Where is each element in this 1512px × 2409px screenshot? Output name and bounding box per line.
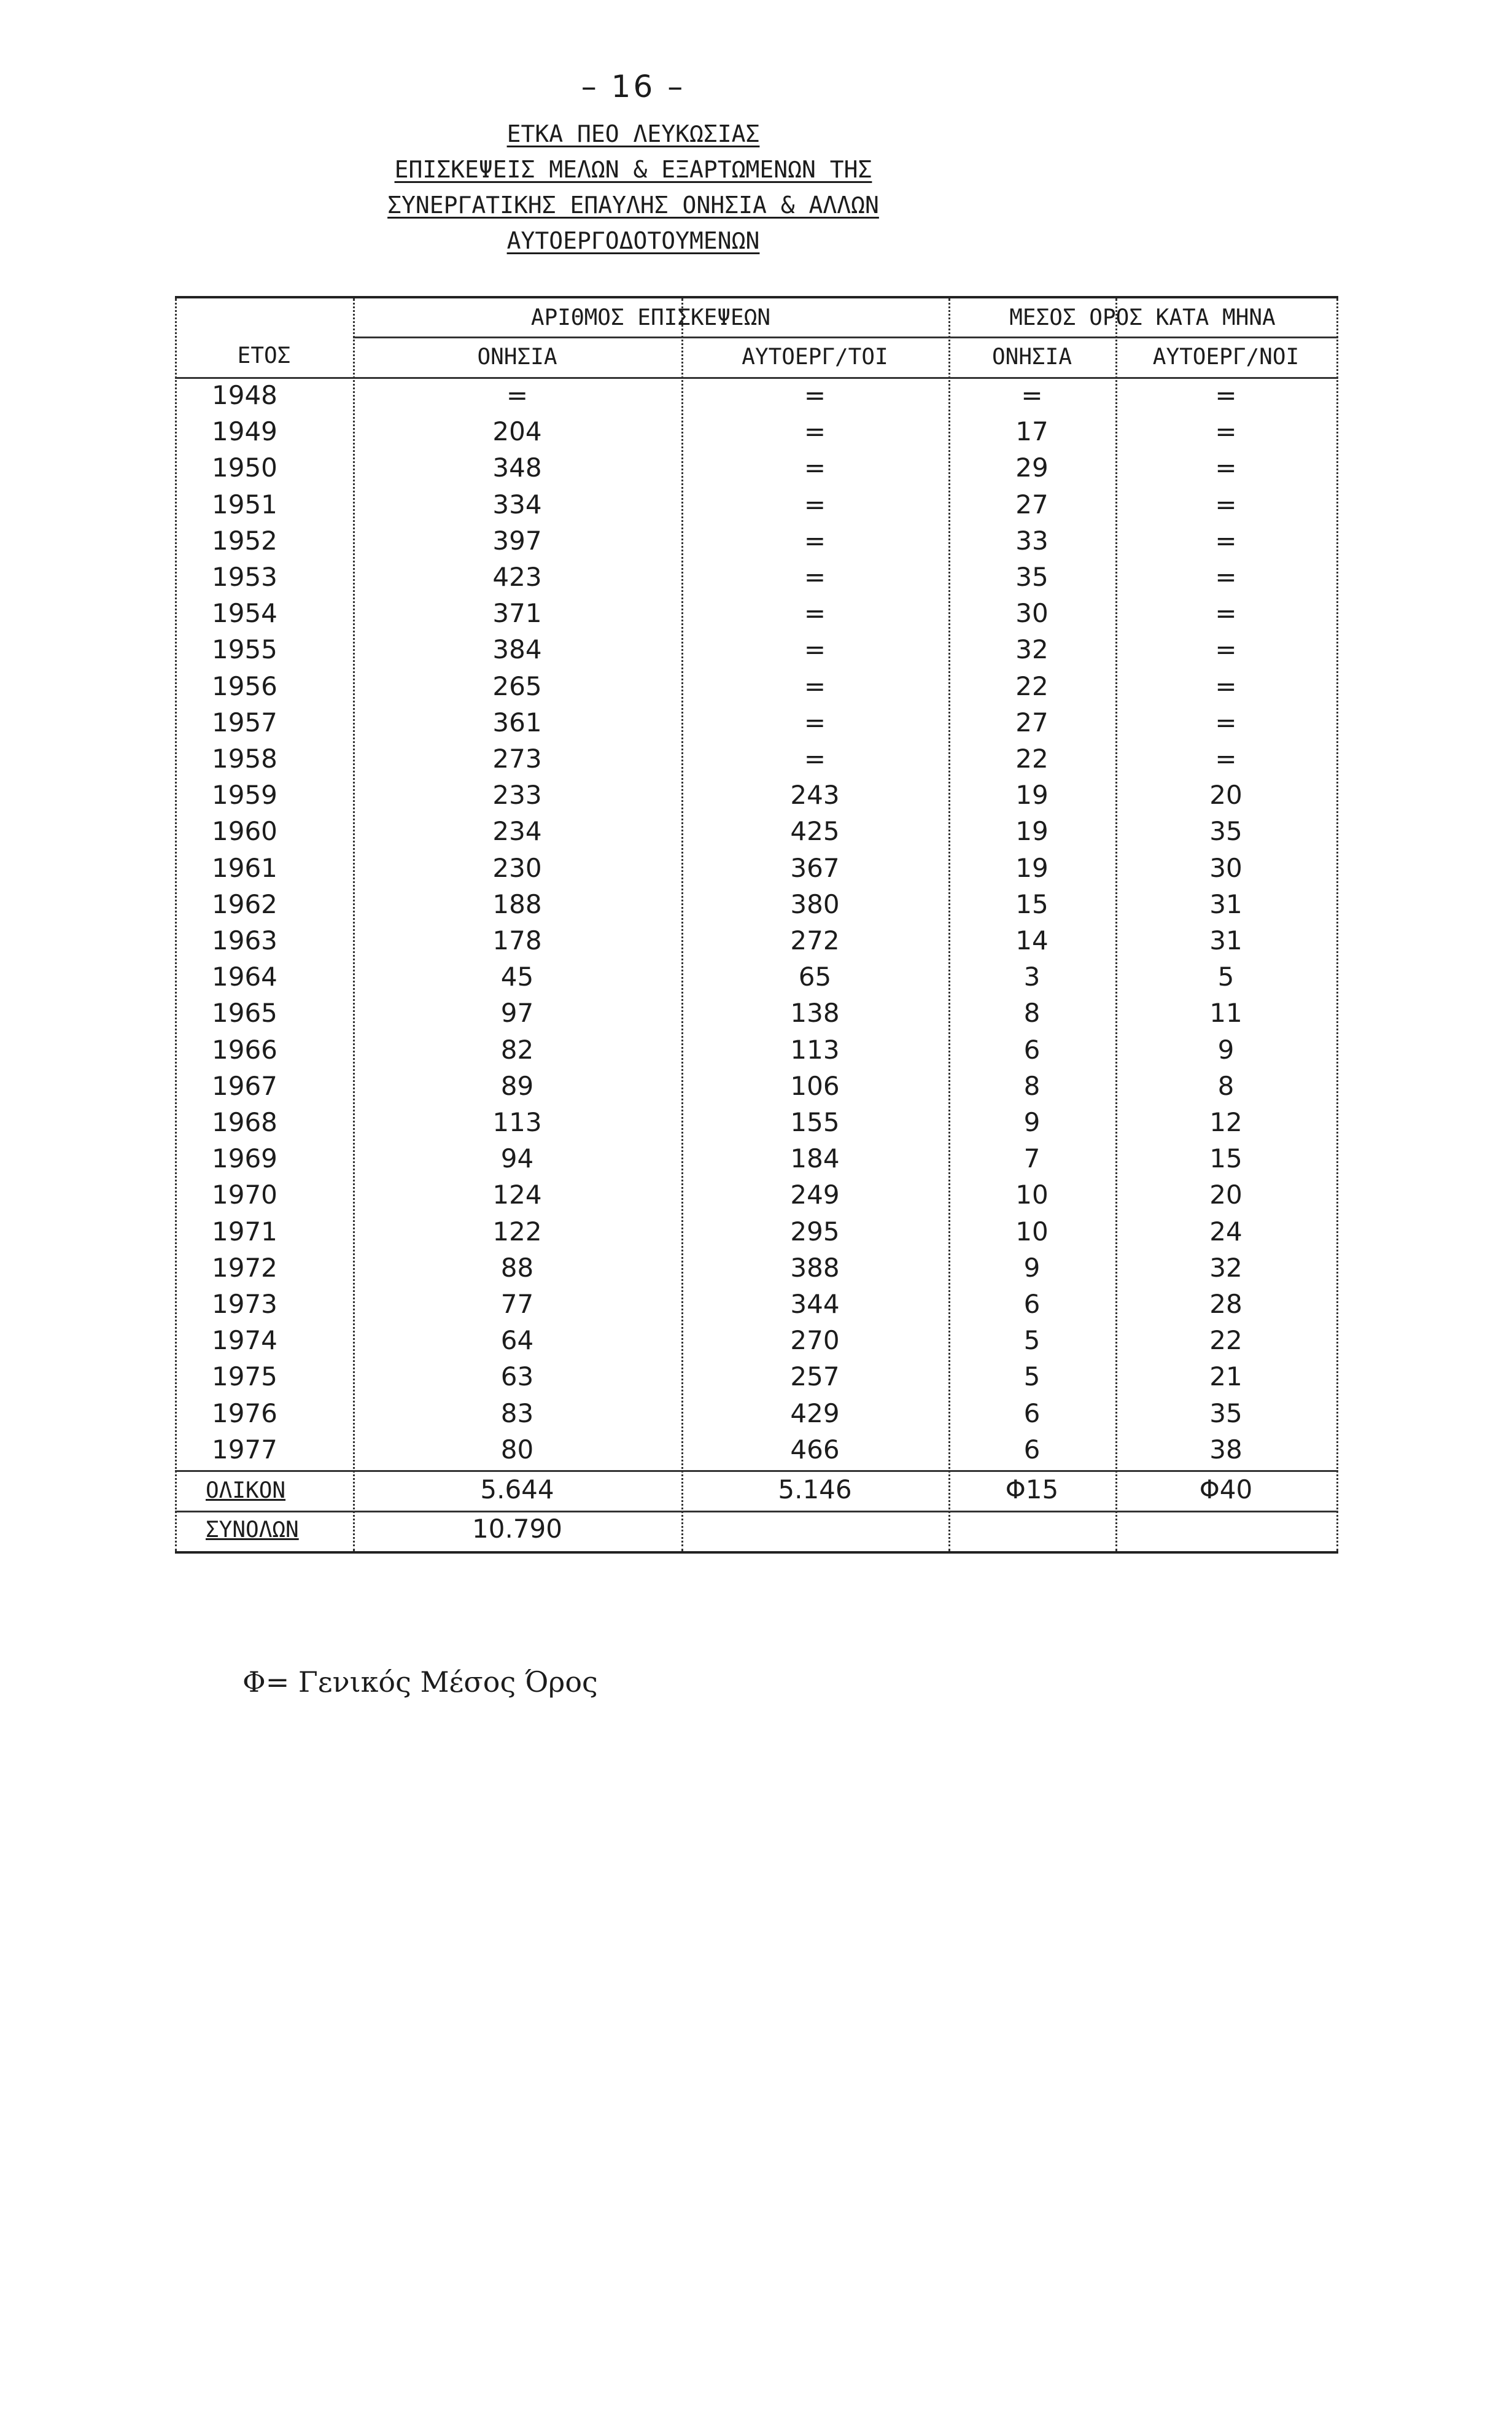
onisia-avg-cell: 3 (1023, 962, 1041, 992)
onisia-cell: 234 (492, 816, 542, 847)
year-cell: 1975 (212, 1361, 277, 1392)
onisia-avg-cell: 22 (1015, 744, 1049, 774)
self-employed-avg-cell: 8 (1217, 1070, 1235, 1101)
onisia-avg-cell: 6 (1023, 1434, 1041, 1465)
year-cell: 1966 (212, 1034, 277, 1065)
onisia-avg-cell: 9 (1023, 1107, 1041, 1137)
onisia-cell: = (506, 380, 529, 410)
header-onisia: ΟΝΗΣΙΑ (477, 344, 557, 370)
self-employed-cell: 380 (790, 889, 840, 919)
header-monthly-group: ΜΕΣΟΣ ΟΡΟΣ ΚΑΤΑ ΜΗΝΑ (1009, 305, 1276, 330)
self-employed-cell: = (804, 671, 826, 701)
year-cell: 1961 (212, 852, 277, 883)
self-employed-cell: = (804, 489, 826, 520)
self-employed-avg-cell: = (1215, 634, 1237, 665)
self-employed-cell: = (804, 598, 826, 629)
self-employed-avg-cell: = (1215, 453, 1237, 483)
self-employed-avg-cell: 28 (1209, 1289, 1243, 1319)
total-top-rule (175, 1470, 1338, 1472)
year-cell: 1957 (212, 707, 277, 737)
page-number: – 16 – (581, 69, 686, 104)
onisia-avg-cell: 9 (1023, 1252, 1041, 1283)
total-onisia: 5.644 (480, 1474, 554, 1504)
title-line-3: ΣΥΝΕΡΓΑΤΙΚΗΣ ΕΠΑΥΛΗΣ ΟΝΗΣΙΑ & ΑΛΛΩΝ (387, 192, 879, 219)
self-employed-cell: 388 (790, 1252, 840, 1283)
self-employed-cell: 344 (790, 1289, 840, 1319)
onisia-cell: 178 (492, 925, 542, 955)
header-self-employed: ΑΥΤΟΕΡΓ/ΤΟΙ (742, 344, 888, 370)
self-employed-avg-cell: = (1215, 489, 1237, 520)
onisia-avg-cell: 5 (1023, 1325, 1041, 1356)
onisia-cell: 361 (492, 707, 542, 737)
self-employed-avg-cell: = (1215, 598, 1237, 629)
year-cell: 1960 (212, 816, 277, 847)
onisia-avg-cell: 33 (1015, 525, 1049, 556)
year-cell: 1964 (212, 962, 277, 992)
onisia-avg-cell: 7 (1023, 1143, 1041, 1174)
onisia-cell: 82 (500, 1034, 534, 1065)
table-left-border (175, 298, 177, 1551)
onisia-avg-cell: 32 (1015, 634, 1049, 665)
total-onisia-avg: Φ15 (1005, 1474, 1059, 1504)
self-employed-cell: = (804, 453, 826, 483)
self-employed-avg-cell: = (1215, 562, 1237, 592)
onisia-avg-cell: = (1021, 380, 1043, 410)
year-cell: 1955 (212, 634, 277, 665)
self-employed-avg-cell: = (1215, 380, 1237, 410)
onisia-avg-cell: 5 (1023, 1361, 1041, 1392)
self-employed-avg-cell: 5 (1217, 962, 1235, 992)
self-employed-cell: 138 (790, 998, 840, 1029)
year-cell: 1950 (212, 453, 277, 483)
onisia-cell: 233 (492, 780, 542, 811)
onisia-cell: 384 (492, 634, 542, 665)
self-employed-avg-cell: 31 (1209, 889, 1243, 919)
onisia-avg-cell: 35 (1015, 562, 1049, 592)
onisia-cell: 80 (500, 1434, 534, 1465)
self-employed-cell: 272 (790, 925, 840, 955)
visits-table (175, 296, 1338, 1554)
grand-total-top-rule (175, 1511, 1338, 1512)
self-employed-avg-cell: 20 (1209, 780, 1243, 811)
self-employed-cell: 466 (790, 1434, 840, 1465)
onisia-cell: 83 (500, 1398, 534, 1428)
onisia-cell: 113 (492, 1107, 542, 1137)
year-cell: 1969 (212, 1143, 277, 1174)
self-employed-cell: 429 (790, 1398, 840, 1428)
year-cell: 1952 (212, 525, 277, 556)
self-employed-avg-cell: 38 (1209, 1434, 1243, 1465)
self-employed-cell: 155 (790, 1107, 840, 1137)
year-cell: 1965 (212, 998, 277, 1029)
self-employed-avg-cell: 30 (1209, 852, 1243, 883)
year-cell: 1968 (212, 1107, 277, 1137)
year-cell: 1963 (212, 925, 277, 955)
onisia-cell: 423 (492, 562, 542, 592)
self-employed-avg-cell: 22 (1209, 1325, 1243, 1356)
group-header-underline (353, 337, 1338, 338)
self-employed-avg-cell: = (1215, 671, 1237, 701)
onisia-cell: 265 (492, 671, 542, 701)
year-cell: 1962 (212, 889, 277, 919)
onisia-avg-cell: 10 (1015, 1216, 1049, 1247)
onisia-avg-cell: 22 (1015, 671, 1049, 701)
onisia-avg-cell: 8 (1023, 998, 1041, 1029)
year-cell: 1976 (212, 1398, 277, 1428)
self-employed-avg-cell: 32 (1209, 1252, 1243, 1283)
self-employed-cell: 257 (790, 1361, 840, 1392)
self-employed-avg-cell: 31 (1209, 925, 1243, 955)
self-employed-avg-cell: 35 (1209, 1398, 1243, 1428)
year-cell: 1954 (212, 598, 277, 629)
self-employed-avg-cell: 12 (1209, 1107, 1243, 1137)
onisia-avg-cell: 14 (1015, 925, 1049, 955)
year-cell: 1948 (212, 380, 277, 410)
self-employed-cell: 113 (790, 1034, 840, 1065)
onisia-cell: 89 (500, 1070, 534, 1101)
title-line-1: ΕΤΚΑ ΠΕΟ ΛΕΥΚΩΣΙΑΣ (506, 120, 760, 147)
onisia-avg-cell: 19 (1015, 852, 1049, 883)
onisia-avg-cell: 6 (1023, 1398, 1041, 1428)
year-cell: 1970 (212, 1180, 277, 1210)
onisia-cell: 122 (492, 1216, 542, 1247)
self-employed-avg-cell: 15 (1209, 1143, 1243, 1174)
year-cell: 1958 (212, 744, 277, 774)
onisia-avg-cell: 27 (1015, 489, 1049, 520)
self-employed-avg-cell: 24 (1209, 1216, 1243, 1247)
title-line-4: ΑΥΤΟΕΡΓΟΔΟΤΟΥΜΕΝΩΝ (506, 227, 760, 254)
self-employed-cell: = (804, 744, 826, 774)
self-employed-cell: = (804, 562, 826, 592)
onisia-cell: 273 (492, 744, 542, 774)
onisia-avg-cell: 6 (1023, 1289, 1041, 1319)
self-employed-avg-cell: = (1215, 416, 1237, 447)
onisia-cell: 334 (492, 489, 542, 520)
onisia-cell: 397 (492, 525, 542, 556)
header-self-employed-avg: ΑΥΤΟΕΡΓ/ΝΟΙ (1152, 344, 1300, 370)
self-employed-avg-cell: = (1215, 707, 1237, 737)
onisia-cell: 64 (500, 1325, 534, 1356)
onisia-avg-cell: 27 (1015, 707, 1049, 737)
self-employed-cell: 65 (798, 962, 832, 992)
onisia-cell: 204 (492, 416, 542, 447)
year-cell: 1959 (212, 780, 277, 811)
onisia-cell: 230 (492, 852, 542, 883)
total-self-employed-avg: Φ40 (1199, 1474, 1253, 1504)
year-cell: 1949 (212, 416, 277, 447)
header-visits-group: ΑΡΙΘΜΟΣ ΕΠΙΣΚΕΨΕΩΝ (530, 305, 771, 330)
self-employed-cell: 270 (790, 1325, 840, 1356)
onisia-cell: 63 (500, 1361, 534, 1392)
header-bottom-rule (175, 377, 1338, 379)
header-onisia-avg: ΟΝΗΣΙΑ (991, 344, 1072, 370)
self-employed-avg-cell: 35 (1209, 816, 1243, 847)
self-employed-cell: = (804, 380, 826, 410)
onisia-cell: 124 (492, 1180, 542, 1210)
onisia-cell: 97 (500, 998, 534, 1029)
year-cell: 1977 (212, 1434, 277, 1465)
self-employed-cell: = (804, 707, 826, 737)
year-cell: 1953 (212, 562, 277, 592)
self-employed-cell: = (804, 525, 826, 556)
onisia-avg-cell: 10 (1015, 1180, 1049, 1210)
onisia-avg-cell: 19 (1015, 816, 1049, 847)
grand-total-value: 10.790 (472, 1514, 562, 1544)
header-year: ΕΤΟΣ (237, 343, 291, 368)
table-right-border (1336, 298, 1338, 1551)
year-cell: 1956 (212, 671, 277, 701)
onisia-avg-cell: 8 (1023, 1070, 1041, 1101)
onisia-avg-cell: 29 (1015, 453, 1049, 483)
year-cell: 1973 (212, 1289, 277, 1319)
grand-total-label: ΣΥΝΟΛΩΝ (206, 1517, 299, 1543)
onisia-cell: 348 (492, 453, 542, 483)
title-line-2: ΕΠΙΣΚΕΨΕΙΣ ΜΕΛΩΝ & ΕΞΑΡΤΩΜΕΝΩΝ ΤΗΣ (394, 156, 872, 183)
onisia-avg-cell: 15 (1015, 889, 1049, 919)
onisia-cell: 94 (500, 1143, 534, 1174)
year-cell: 1971 (212, 1216, 277, 1247)
self-employed-cell: 295 (790, 1216, 840, 1247)
self-employed-cell: 184 (790, 1143, 840, 1174)
self-employed-avg-cell: 21 (1209, 1361, 1243, 1392)
onisia-avg-cell: 19 (1015, 780, 1049, 811)
year-cell: 1951 (212, 489, 277, 520)
self-employed-cell: 243 (790, 780, 840, 811)
total-label: ΟΛΙΚΟΝ (206, 1478, 286, 1503)
onisia-cell: 45 (500, 962, 534, 992)
self-employed-avg-cell: 9 (1217, 1034, 1235, 1065)
self-employed-cell: 249 (790, 1180, 840, 1210)
year-cell: 1974 (212, 1325, 277, 1356)
onisia-cell: 88 (500, 1252, 534, 1283)
onisia-cell: 371 (492, 598, 542, 629)
self-employed-cell: 425 (790, 816, 840, 847)
year-cell: 1967 (212, 1070, 277, 1101)
self-employed-avg-cell: 20 (1209, 1180, 1243, 1210)
self-employed-cell: = (804, 416, 826, 447)
self-employed-avg-cell: = (1215, 525, 1237, 556)
self-employed-cell: 106 (790, 1070, 840, 1101)
year-cell: 1972 (212, 1252, 277, 1283)
onisia-avg-cell: 17 (1015, 416, 1049, 447)
total-self-employed: 5.146 (778, 1474, 852, 1504)
self-employed-cell: 367 (790, 852, 840, 883)
footnote: Φ= Γενικός Μέσος Όρος (242, 1665, 598, 1699)
title-block (0, 117, 1266, 259)
self-employed-avg-cell: = (1215, 744, 1237, 774)
onisia-cell: 77 (500, 1289, 534, 1319)
onisia-avg-cell: 6 (1023, 1034, 1041, 1065)
onisia-avg-cell: 30 (1015, 598, 1049, 629)
self-employed-avg-cell: 11 (1209, 998, 1243, 1029)
onisia-cell: 188 (492, 889, 542, 919)
self-employed-cell: = (804, 634, 826, 665)
